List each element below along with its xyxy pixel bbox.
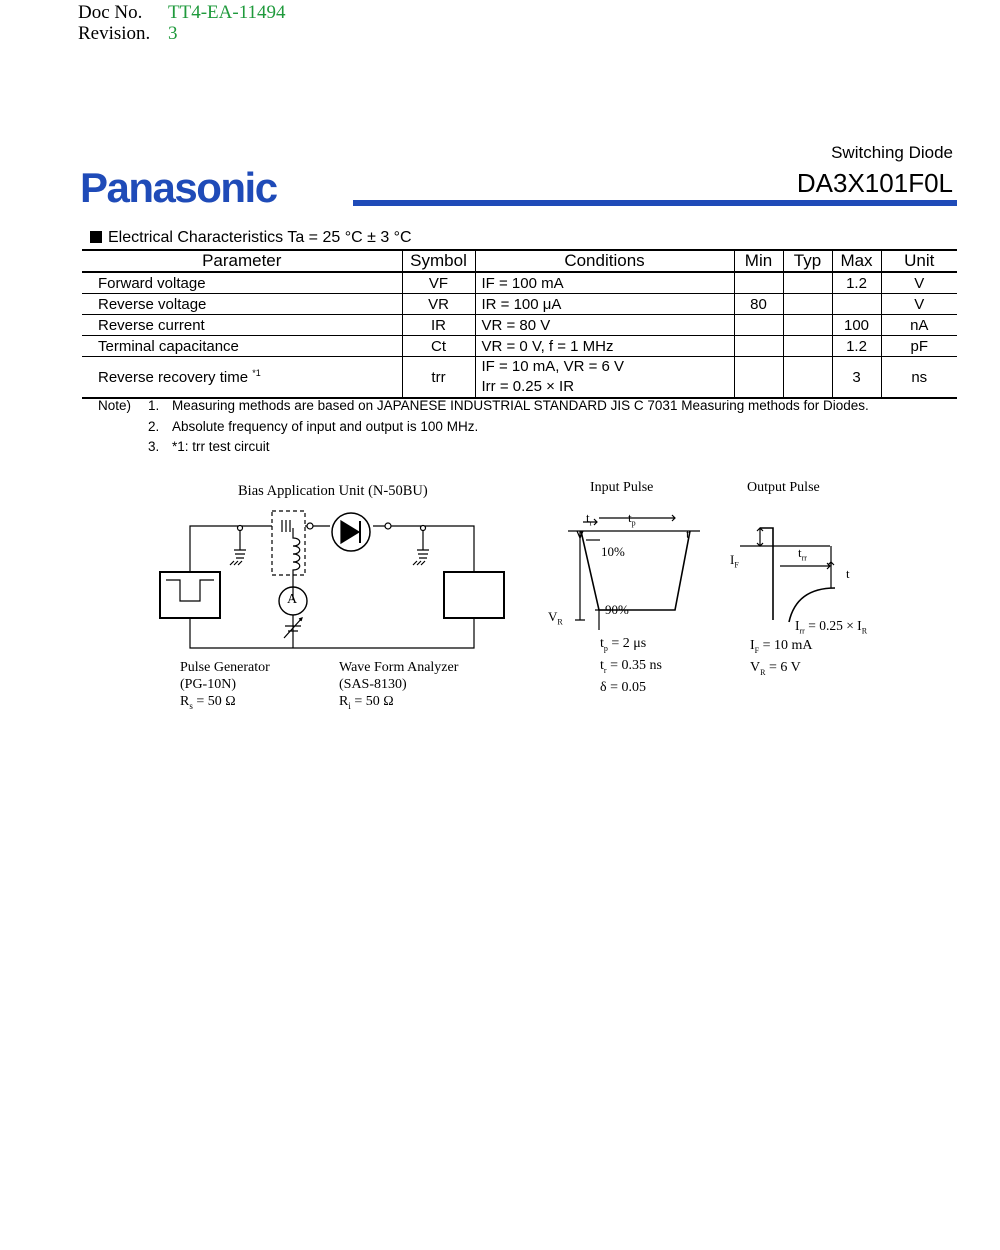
- ten-percent-label: 10%: [601, 544, 625, 559]
- input-pulse-waveform: [568, 515, 700, 630]
- trr-test-circuit-diagram: [0, 470, 1000, 720]
- doc-number: [78, 2, 286, 23]
- product-category: Switching Diode: [831, 143, 953, 162]
- pulse-symbol-icon: [166, 580, 214, 601]
- col-header: Typ: [783, 250, 832, 272]
- pulse-generator-model: (PG-10N): [180, 677, 236, 692]
- source-resistance: $R_s = 50$ Ω: [180, 694, 236, 711]
- doc-number-value: TT4-EA-11494: [168, 2, 286, 23]
- cell-min: [734, 357, 783, 399]
- wave-analyzer-model: (SAS-8130): [339, 677, 407, 692]
- note-item: [98, 437, 968, 458]
- cell-symbol: Ct: [402, 336, 475, 357]
- cell-parameter: Terminal capacitance: [82, 336, 402, 357]
- cell-unit: V: [881, 294, 957, 315]
- col-header: Min: [734, 250, 783, 272]
- table-header-row: [82, 250, 957, 272]
- cell-min: 80: [734, 294, 783, 315]
- cell-typ: [783, 272, 832, 294]
- spec-vr: $V_R = 6$ V: [750, 659, 801, 677]
- section-title-text: Electrical Characteristics Ta = 25 °C ± 3 °C: [108, 229, 412, 246]
- parameter-text: Reverse recovery time: [98, 369, 249, 386]
- part-number: DA3X101F0L: [796, 168, 953, 198]
- output-pulse-spec: [750, 637, 813, 681]
- col-header: Symbol: [402, 250, 475, 272]
- footnote-mark: *1: [252, 368, 261, 378]
- cell-min: [734, 272, 783, 294]
- cell-max: 1.2: [832, 336, 881, 357]
- wave-analyzer-name: Wave Form Analyzer: [339, 660, 459, 675]
- input-pulse-spec: [600, 635, 662, 696]
- electrical-characteristics-table: [82, 249, 957, 399]
- cell-typ: [783, 357, 832, 399]
- cell-unit: nA: [881, 315, 957, 336]
- header-rule: [353, 200, 957, 206]
- cell-max: 1.2: [832, 272, 881, 294]
- inductor-icon: [293, 528, 300, 600]
- ground-right-icon: [413, 528, 429, 565]
- pulse-generator-name: Pulse Generator: [180, 660, 270, 675]
- cell-max: [832, 294, 881, 315]
- col-header: Conditions: [475, 250, 734, 272]
- trr-label: $t_{rr}$: [798, 545, 807, 563]
- panasonic-logo: Panasonic: [80, 164, 277, 211]
- cell-unit: pF: [881, 336, 957, 357]
- doc-header: [78, 2, 286, 44]
- table-row: [82, 315, 957, 336]
- cell-typ: [783, 294, 832, 315]
- note-item: [98, 417, 968, 438]
- cell-min: [734, 315, 783, 336]
- cell-unit: ns: [881, 357, 957, 399]
- tr-label: $t_r$: [586, 510, 593, 528]
- output-pulse-waveform: [740, 528, 835, 622]
- cell-symbol: VR: [402, 294, 475, 315]
- pulse-generator-label: [180, 659, 270, 715]
- note-text: Measuring methods are based on JAPANESE INDUSTRIAL STANDARD JIS C 7031 Measuring methods for Diodes.: [172, 398, 869, 413]
- cell-conditions: IR = 100 μA: [475, 294, 734, 315]
- cell-min: [734, 336, 783, 357]
- input-time-axis-label: t: [686, 526, 690, 541]
- input-resistance: $R_i = 50$ Ω: [339, 694, 394, 711]
- cell-parameter: Forward voltage: [82, 272, 402, 294]
- cell-max: 3: [832, 357, 881, 399]
- col-header: Parameter: [82, 250, 402, 272]
- table-row: [82, 357, 957, 399]
- cell-parameter: Reverse voltage: [82, 294, 402, 315]
- cell-symbol: IR: [402, 315, 475, 336]
- table-row: [82, 294, 957, 315]
- doc-number-label: Doc No.: [78, 2, 143, 23]
- conditions-line-1: IF = 10 mA, VR = 6 V: [481, 358, 625, 375]
- conditions-line-2: Irr = 0.25 × IR: [481, 378, 575, 395]
- cell-symbol: VF: [402, 272, 475, 294]
- cell-conditions: IF = 100 mA: [475, 272, 734, 294]
- section-title: [90, 229, 412, 247]
- note-number: 2.: [148, 418, 160, 434]
- note-number: 3.: [148, 439, 160, 454]
- tp-label: $t_p$: [628, 510, 636, 528]
- note-item: [98, 396, 968, 417]
- output-pulse-title: Output Pulse: [747, 480, 820, 495]
- variable-source-icon: [284, 615, 302, 648]
- cell-typ: [783, 315, 832, 336]
- cell-max: 100: [832, 315, 881, 336]
- note-text: *1: trr test circuit: [172, 439, 270, 454]
- col-header: Max: [832, 250, 881, 272]
- spec-delta: δ = 0.05: [600, 679, 646, 695]
- recovery-curve: [789, 588, 835, 622]
- spec-if: $I_F = 10$ mA: [750, 638, 813, 655]
- table-row: [82, 272, 957, 294]
- note-number: 1.: [148, 398, 160, 413]
- wave-analyzer-label: [339, 659, 458, 715]
- cell-typ: [783, 336, 832, 357]
- capacitor-icon: [282, 520, 290, 532]
- notes: [98, 396, 968, 458]
- spec-tr: $t_r = 0.35$ ns: [600, 657, 662, 675]
- circuit-wire-bottom: [190, 617, 474, 648]
- col-header: Unit: [881, 250, 957, 272]
- ground-left-icon: [230, 528, 246, 565]
- ammeter-label: A: [287, 592, 298, 607]
- revision: [78, 23, 286, 44]
- revision-label: Revision.: [78, 23, 151, 44]
- input-pulse-shape: [581, 531, 690, 610]
- spec-tp: $t_p = 2$ μs: [600, 636, 647, 653]
- input-pulse-title: Input Pulse: [590, 480, 654, 495]
- revision-value: 3: [168, 23, 178, 44]
- notes-label: Note): [98, 398, 132, 413]
- vr-label: $V_R$: [548, 609, 563, 627]
- cell-parameter: Reverse current: [82, 315, 402, 336]
- bias-unit-title: Bias Application Unit (N-50BU): [238, 483, 428, 499]
- cell-unit: V: [881, 272, 957, 294]
- pulse-generator-box: [160, 572, 220, 618]
- irr-label: $I_{rr} = 0.25 \times I_R$: [795, 618, 868, 636]
- table-row: [82, 336, 957, 357]
- note-text: Absolute frequency of input and output is 100 MHz.: [172, 418, 479, 434]
- output-time-axis-label: t: [846, 566, 850, 581]
- bullet-square-icon: [90, 231, 102, 243]
- ninety-percent-label: 90%: [605, 602, 629, 617]
- cell-parameter: [82, 357, 402, 399]
- wave-analyzer-box: [444, 572, 504, 618]
- cell-conditions: VR = 80 V: [475, 315, 734, 336]
- cell-conditions: [475, 357, 734, 399]
- if-label: $I_F$: [730, 552, 739, 570]
- cell-conditions: VR = 0 V, f = 1 MHz: [475, 336, 734, 357]
- cell-symbol: trr: [402, 357, 475, 399]
